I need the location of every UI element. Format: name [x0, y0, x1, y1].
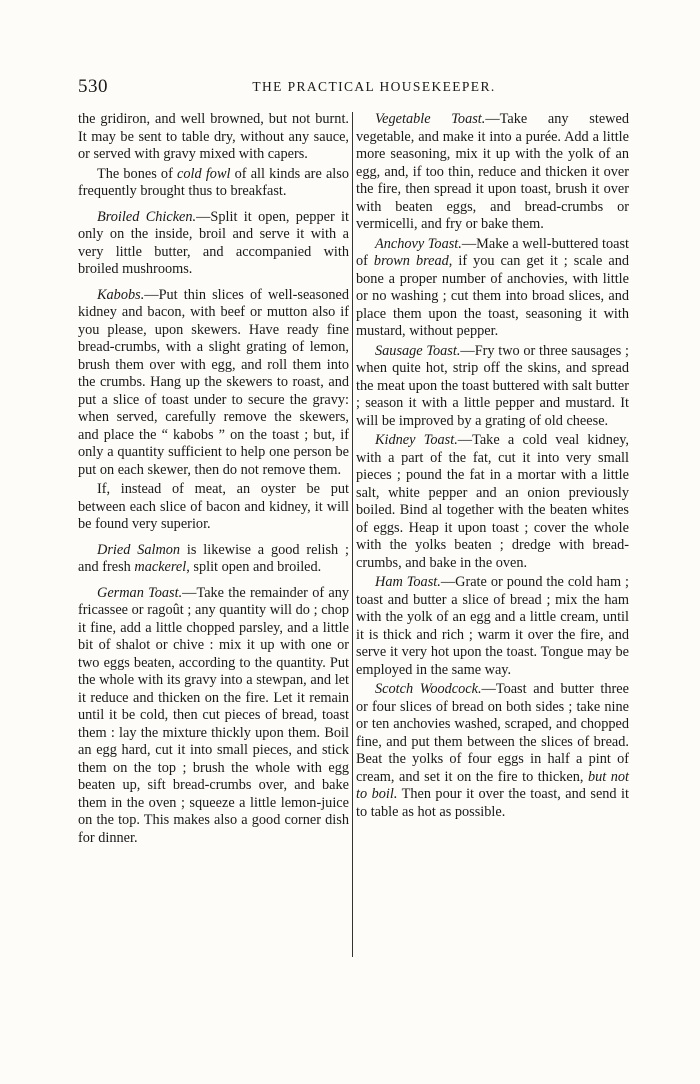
- recipe-title: Broiled Chicken.: [97, 208, 197, 225]
- recipe-ham-toast: [356, 574, 629, 679]
- text-run: , split open and broiled.: [186, 559, 322, 575]
- recipe-kidney-toast: [356, 432, 629, 572]
- text-run: is likewise a good relish ; and fresh: [78, 541, 349, 575]
- right-column: [356, 111, 629, 823]
- recipe-text: —Split it open, pepper it only on the inside, broil and serve it with a very little butter, and accompanied with broiled mushrooms.: [78, 208, 349, 277]
- recipe-title: Sausage Toast.: [375, 342, 461, 359]
- recipe-german-toast: [78, 585, 349, 848]
- recipe-sausage-toast: [356, 343, 629, 431]
- paragraph-gridiron: the gridiron, and well browned, but not burnt. It may be sent to table dry, without any sauce, or served with gravy mixed with capers.: [78, 111, 349, 162]
- recipe-title: Anchovy Toast.: [375, 235, 462, 252]
- italic-term: mackerel: [134, 559, 187, 575]
- recipe-text: —Take a cold veal kidney, with a part of the fat, cut it into very small pieces ; pound the fat in a mortar with a little salt, white pepper and an onion previously boiled. Bind al together with the beaten whites of eggs. Heap it upon toast ; cover the whole with the yolks beaten ; dredge with bread-crumbs, and bake in the oven.: [356, 432, 629, 571]
- recipe-scotch-woodcock: [356, 681, 629, 821]
- recipe-broiled-chicken: [78, 209, 349, 279]
- italic-term: cold fowl: [177, 165, 231, 182]
- text-run: The bones of: [97, 165, 178, 182]
- paragraph-dried-salmon: [78, 542, 349, 577]
- italic-term: but not to boil.: [356, 768, 629, 802]
- recipe-title: Ham Toast.: [375, 574, 441, 590]
- column-divider: [352, 112, 353, 957]
- text-run: , if you can get it ; scale and bone a proper number of anchovies, with little or no washing ; cut them into broad slices, and place them upon the toast, seasoning it with mustard, without pepper.: [356, 253, 629, 339]
- recipe-text: —Take any stewed vegetable, and make it into a purée. Add a little more seasoning, mix it up with the yolk of an egg, and, if too thin, reduce and thicken it over the fire, then spread it upon toast, brush it over with beaten eggs, and bread-crumbs or vermicelli, and fry or bake them.: [356, 111, 629, 232]
- text-run: —Toast and butter three or four slices of bread on both sides ; take nine or ten anchovies washed, scraped, and chopped fine, and put them between the slices of bread. Beat the yolks of four eggs in half a pint of cream, and set it on the fire to thicken,: [356, 681, 629, 785]
- recipe-title: Kabobs.: [97, 286, 145, 303]
- left-column: [78, 111, 349, 849]
- text-run: —Make a well-buttered toast of: [356, 235, 629, 269]
- paragraph-cold-fowl: [78, 166, 349, 201]
- recipe-text: —Put thin slices of well-seasoned kidney and bacon, with beef or mutton also if you please, upon skewers. Have ready fine bread-crumbs, with a slight grating of lemon, brush them over with egg, and roll them into the crumbs. Hang up the skewers to roast, and put a slice of toast under to secure the gravy: when served, carefully remove the skewers, and place the “ kabobs ” on the toast ; but, if only a quantity sufficient to help one person be put on each skewer, then do not remove them.: [78, 286, 349, 478]
- recipe-title: Kidney Toast.: [375, 432, 458, 448]
- recipe-kabobs: [78, 287, 349, 480]
- text-run: Then pour it over the toast, and send it to table as hot as possible.: [356, 786, 629, 820]
- recipe-text: —Fry two or three sausages ; when quite hot, strip off the skins, and spread the meat upon the toast buttered with salt butter ; season it with a little pepper and mustard. It will be improved by a grating of old cheese.: [356, 342, 629, 429]
- recipe-title: German Toast.: [97, 584, 183, 601]
- recipe-title: Scotch Woodcock.: [375, 681, 482, 697]
- recipe-text: —Take the remainder of any fricassee or ragoût ; any quantity will do ; chop it fine, add a little chopped parsley, and a little bit of shalot or chive : mix it up with one or two eggs beaten, according to the quantity. Put the whole with its gravy into a stewpan, and let it reduce and thicken on the fire. Let it remain until it be cold, then cut pieces of bread, toast them : lay the mixture thickly upon them. Boil an egg hard, cut it into small pieces, and stick them on the top ; brush the whole with egg beaten up, sift bread-crumbs over, and bake them in the oven ; squeeze a little lemon-juice on the top. This makes also a good corner dish for dinner.: [78, 584, 349, 846]
- recipe-vegetable-toast: [356, 111, 629, 234]
- recipe-title: Vegetable Toast.: [375, 111, 486, 127]
- italic-term: Dried Salmon: [97, 541, 181, 558]
- page-number: 530: [78, 76, 108, 97]
- running-title: THE PRACTICAL HOUSEKEEPER.: [252, 79, 496, 94]
- page-header: [78, 76, 630, 100]
- paragraph-oyster: If, instead of meat, an oyster be put between each slice of bacon and kidney, it will be found very superior.: [78, 481, 349, 532]
- recipe-text: —Grate or pound the cold ham ; toast and butter a slice of bread ; mix the ham with the yolk of an egg and a little cream, until it is thick and rich ; warm it over the fire, and serve it very hot upon the toast. Tongue may be employed in the same way.: [356, 574, 630, 678]
- text-run: of all kinds are also frequently brought thus to breakfast.: [78, 165, 349, 199]
- italic-term: brown bread: [373, 253, 449, 269]
- recipe-anchovy-toast: [356, 236, 629, 341]
